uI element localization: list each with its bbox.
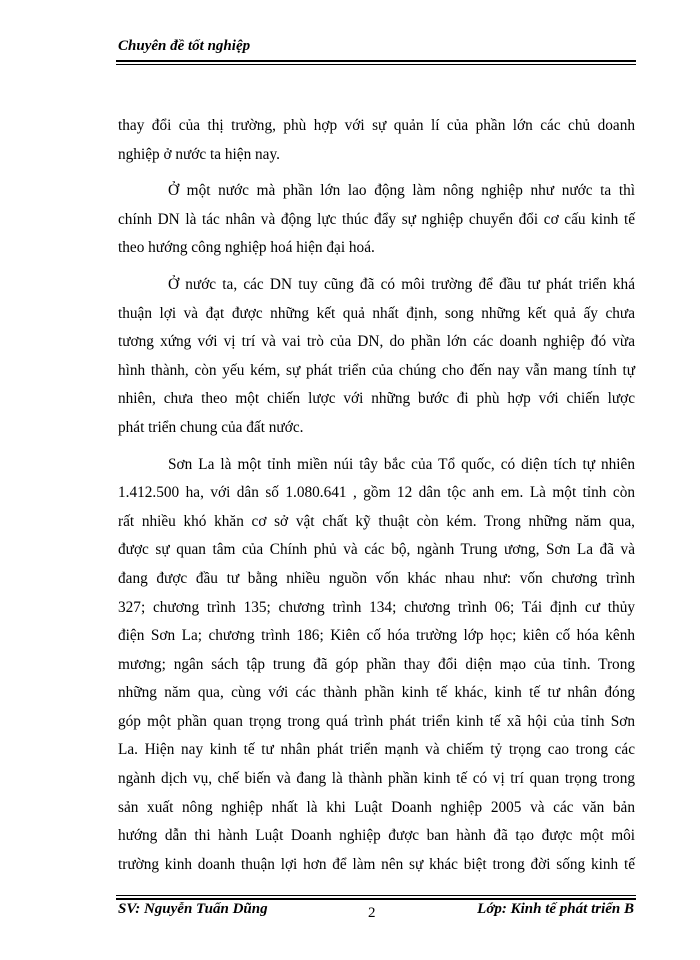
text-line: ngành dịch vụ, chế biến và đang là thành phần kinh tế có vị trí quan trọng trong — [118, 770, 635, 788]
page-number: 2 — [368, 905, 376, 921]
text-line: phát triển chung của đất nước. — [118, 418, 304, 436]
text-line: sản xuất nông nghiệp nhất là khi Luật Doanh nghiệp 2005 và các văn bản — [118, 798, 635, 816]
text-line: Ở một nước mà phần lớn lao động làm nông nghiệp như nước ta thì — [168, 182, 635, 200]
text-line: La. Hiện nay kinh tế tư nhân phát triển mạnh và chiếm tỷ trọng cao trong các — [118, 741, 635, 759]
footer-rule — [116, 898, 636, 900]
text-line: 327; chương trình 135; chương trình 134; chương trình 06; Tái định cư thủy — [118, 598, 635, 616]
text-line: theo hướng công nghiệp hoá hiện đại hoá. — [118, 239, 375, 257]
text-line: tương xứng với vị trí và vai trò của DN, do phần lớn các doanh nghiệp đó vừa — [118, 333, 635, 351]
text-line: rất nhiều khó khăn cơ sở vật chất kỹ thuật còn kém. Trong những năm qua, — [118, 512, 635, 530]
text-line: góp một phần quan trọng trong quá trình phát triển kinh tế xã hội của tỉnh Sơn — [118, 712, 635, 730]
text-line: thuận lợi và đạt được những kết quả nhất định, song những kết quả ấy chưa — [118, 304, 635, 322]
text-line: Ở nước ta, các DN tuy cũng đã có môi trường để đầu tư phát triển khá — [168, 275, 635, 293]
text-line: điện Sơn La; chương trình 186; Kiên cố hóa trường lớp học; kiên cố hóa kênh — [118, 627, 635, 645]
text-line: thay đổi của thị trường, phù hợp với sự quản lí của phần lớn các chủ doanh — [118, 117, 635, 134]
text-line: những năm qua, cùng với các thành phần kinh tế khác, kinh tế tư nhân đóng — [118, 684, 635, 702]
text-line: đang được đầu tư bằng nhiều nguồn vốn khác nhau như: vốn chương trình — [118, 569, 635, 587]
body-text — [118, 112, 635, 879]
text-line: 1.412.500 ha, với dân số 1.080.641 , gồm 12 dân tộc anh em. Là một tỉnh còn — [118, 484, 635, 502]
footer-rule-thin — [116, 895, 636, 896]
text-line: được sự quan tâm của Chính phủ và các bộ, ngành Trung ương, Sơn La đã và — [118, 541, 635, 559]
text-line: nghiệp ở nước ta hiện nay. — [118, 145, 280, 163]
header-rule-thin — [116, 64, 636, 65]
text-line: mương; ngân sách tập trung đã góp phần thay đổi diện mạo của tỉnh. Trong — [118, 655, 635, 673]
footer-class-name: Lớp: Kinh tế phát triển B — [477, 901, 634, 917]
text-line: hình thành, còn yếu kém, sự phát triển của chúng cho đến nay vẫn mang tính tự — [118, 361, 635, 379]
header-rule — [116, 60, 636, 62]
header-title: Chuyên đề tốt nghiệp — [118, 38, 251, 54]
text-line: trường kinh doanh thuận lợi hơn để làm nên sự khác biệt trong đời sống kinh tế — [118, 855, 635, 873]
text-line: nhiên, chưa theo một chiến lược với những bước đi phù hợp với chiến lược — [118, 390, 635, 408]
text-line: hướng dẫn thi hành Luật Doanh nghiệp được ban hành đã tạo được một môi — [118, 827, 635, 845]
text-line: Sơn La là một tỉnh miền núi tây bắc của Tổ quốc, có diện tích tự nhiên — [168, 455, 635, 473]
text-line: chính DN là tác nhân và động lực thúc đẩy sự nghiệp chuyển đổi cơ cấu kinh tế — [118, 210, 635, 228]
footer-student-name: SV: Nguyễn Tuấn Dũng — [118, 901, 268, 917]
